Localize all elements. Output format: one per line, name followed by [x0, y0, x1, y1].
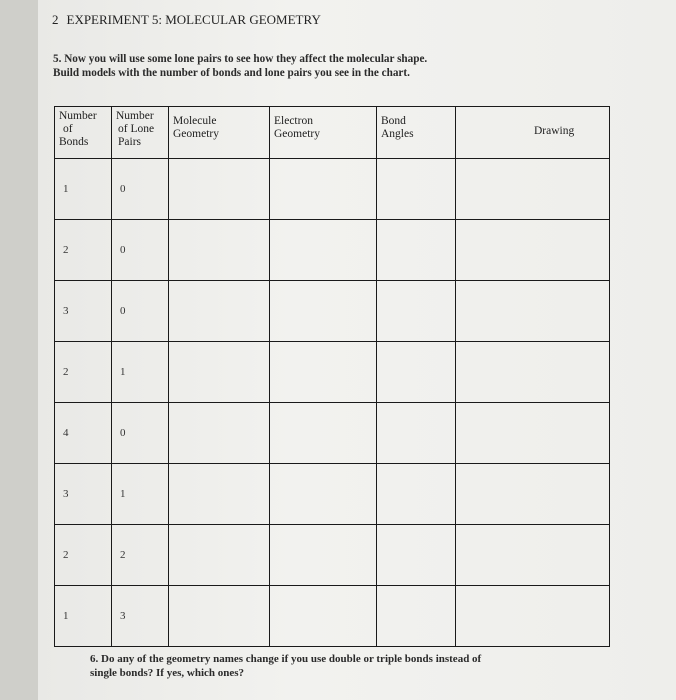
cell-molecule-geometry[interactable] [169, 403, 270, 464]
table-row [55, 586, 610, 647]
lone-pairs-value: 3 [120, 610, 126, 622]
page-number: 2 [52, 12, 59, 27]
geometry-table [54, 106, 610, 636]
cell-lone-pairs [112, 281, 169, 342]
table-row [55, 220, 610, 281]
cell-bond-angles[interactable] [377, 464, 456, 525]
cell-molecule-geometry[interactable] [169, 281, 270, 342]
question-line-1: 6. Do any of the geometry names change if you use double or triple bonds instead of [90, 653, 482, 665]
instruction-line-1: 5. Now you will use some lone pairs to see how they affect the molecular shape. [53, 53, 428, 65]
table-row [55, 464, 610, 525]
cell-bond-angles[interactable] [377, 342, 456, 403]
cell-electron-geometry[interactable] [270, 403, 377, 464]
header-text: of Lone [118, 123, 155, 135]
header-molecule-geometry [169, 107, 270, 159]
bonds-value: 1 [63, 610, 69, 622]
lone-pairs-value: 0 [120, 305, 126, 317]
cell-lone-pairs [112, 342, 169, 403]
table-header-row [55, 107, 610, 159]
cell-electron-geometry[interactable] [270, 525, 377, 586]
cell-bonds [55, 342, 112, 403]
cell-bond-angles[interactable] [377, 281, 456, 342]
header-drawing [456, 107, 610, 159]
cell-electron-geometry[interactable] [270, 586, 377, 647]
lone-pairs-value: 2 [120, 549, 126, 561]
cell-lone-pairs [112, 159, 169, 220]
instruction-line-2: Build models with the number of bonds and lone pairs you see in the chart. [53, 67, 410, 79]
cell-lone-pairs [112, 403, 169, 464]
cell-electron-geometry[interactable] [270, 342, 377, 403]
header-text: Geometry [173, 128, 219, 140]
cell-bonds [55, 281, 112, 342]
cell-bond-angles[interactable] [377, 525, 456, 586]
page-header [52, 12, 321, 28]
header-number-of-lone-pairs [112, 107, 169, 159]
cell-electron-geometry[interactable] [270, 159, 377, 220]
cell-bonds [55, 464, 112, 525]
lone-pairs-value: 1 [120, 366, 126, 378]
header-text: Bonds [59, 136, 89, 148]
cell-bonds [55, 403, 112, 464]
question-6 [90, 652, 560, 680]
cell-bonds [55, 525, 112, 586]
bonds-value: 2 [63, 366, 69, 378]
cell-drawing[interactable] [456, 159, 610, 220]
cell-lone-pairs [112, 586, 169, 647]
header-electron-geometry [270, 107, 377, 159]
cell-drawing[interactable] [456, 525, 610, 586]
header-text: Geometry [274, 128, 320, 140]
header-text: Number [59, 110, 97, 122]
table-row [55, 159, 610, 220]
table-row [55, 281, 610, 342]
cell-lone-pairs [112, 525, 169, 586]
cell-bond-angles[interactable] [377, 403, 456, 464]
instructions [53, 52, 523, 80]
bonds-value: 2 [63, 549, 69, 561]
cell-electron-geometry[interactable] [270, 220, 377, 281]
bonds-value: 2 [63, 244, 69, 256]
header-text: Pairs [118, 136, 141, 148]
header-number-of-bonds [55, 107, 112, 159]
experiment-title: EXPERIMENT 5: MOLECULAR GEOMETRY [66, 12, 321, 27]
cell-drawing[interactable] [456, 220, 610, 281]
lone-pairs-value: 1 [120, 488, 126, 500]
cell-molecule-geometry[interactable] [169, 220, 270, 281]
bonds-value: 3 [63, 488, 69, 500]
header-text: Molecule [173, 115, 217, 127]
cell-bonds [55, 586, 112, 647]
cell-molecule-geometry[interactable] [169, 159, 270, 220]
lone-pairs-value: 0 [120, 427, 126, 439]
table-row [55, 403, 610, 464]
lone-pairs-value: 0 [120, 244, 126, 256]
table-row [55, 525, 610, 586]
cell-lone-pairs [112, 220, 169, 281]
cell-molecule-geometry[interactable] [169, 525, 270, 586]
bonds-value: 3 [63, 305, 69, 317]
header-text: Bond [381, 115, 406, 127]
bonds-value: 4 [63, 427, 69, 439]
cell-bond-angles[interactable] [377, 220, 456, 281]
cell-electron-geometry[interactable] [270, 464, 377, 525]
cell-bond-angles[interactable] [377, 586, 456, 647]
cell-drawing[interactable] [456, 403, 610, 464]
cell-drawing[interactable] [456, 342, 610, 403]
cell-drawing[interactable] [456, 464, 610, 525]
cell-molecule-geometry[interactable] [169, 464, 270, 525]
cell-bonds [55, 220, 112, 281]
header-text: of [63, 123, 73, 135]
header-bond-angles [377, 107, 456, 159]
header-text: Number [116, 110, 154, 122]
cell-electron-geometry[interactable] [270, 281, 377, 342]
cell-lone-pairs [112, 464, 169, 525]
cell-bonds [55, 159, 112, 220]
cell-molecule-geometry[interactable] [169, 342, 270, 403]
table-row [55, 342, 610, 403]
cell-drawing[interactable] [456, 281, 610, 342]
cell-drawing[interactable] [456, 586, 610, 647]
header-text: Electron [274, 115, 313, 127]
header-text: Angles [381, 128, 414, 140]
bonds-value: 1 [63, 183, 69, 195]
cell-bond-angles[interactable] [377, 159, 456, 220]
question-line-2: single bonds? If yes, which ones? [90, 667, 245, 679]
lone-pairs-value: 0 [120, 183, 126, 195]
header-text: Drawing [534, 124, 575, 137]
cell-molecule-geometry[interactable] [169, 586, 270, 647]
